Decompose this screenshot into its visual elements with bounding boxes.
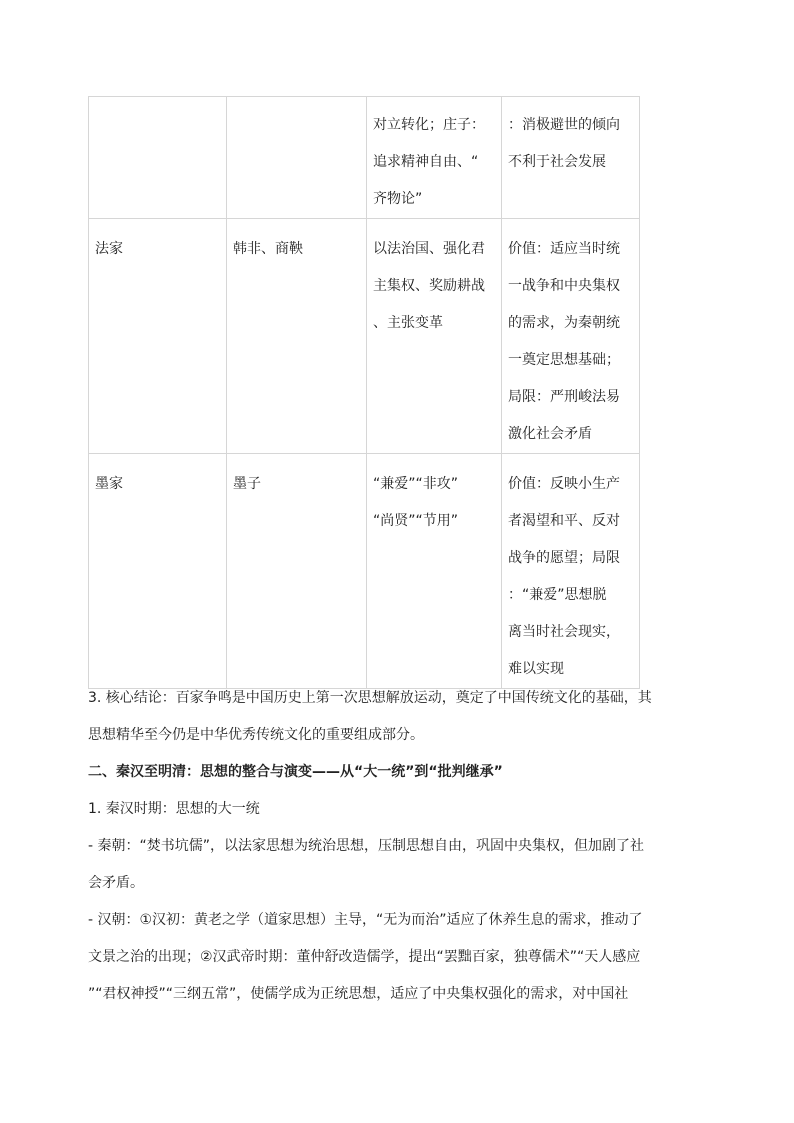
table-cell: 墨子 xyxy=(227,454,367,689)
subsection-heading: 1. 秦汉时期：思想的大一统 xyxy=(88,801,260,817)
table-cell: “兼爱”“非攻” “尚贤”“节用” xyxy=(367,454,502,689)
paragraph-line: 会矛盾。 xyxy=(88,875,144,891)
schools-of-thought-table xyxy=(88,96,640,689)
table-cell: 价值：反映小生产 者渴望和平、反对 战争的愿望；局限 ：“兼爱”思想脱 离当时社会现实， 难以实现 xyxy=(502,454,640,689)
paragraph-line: 思想精华至今仍是中华优秀传统文化的重要组成部分。 xyxy=(88,727,424,743)
paragraph-line: ”“君权神授”“三纲五常”，使儒学成为正统思想，适应了中央集权强化的需求，对中国社 xyxy=(88,986,629,1002)
table-row xyxy=(89,219,640,454)
table-cell: 墨家 xyxy=(89,454,227,689)
table-cell xyxy=(89,97,227,219)
paragraph-line: - 汉朝：①汉初：黄老之学（道家思想）主导，“无为而治”适应了休养生息的需求，推动了 xyxy=(88,912,643,928)
paragraph-line: 文景之治的出现；②汉武帝时期：董仲舒改造儒学，提出“罢黜百家，独尊儒术”“天人感应 xyxy=(88,949,641,965)
table-cell: 法家 xyxy=(89,219,227,454)
table-row xyxy=(89,97,640,219)
table-row xyxy=(89,454,640,689)
table-cell: 对立转化；庄子： 追求精神自由、“ 齐物论” xyxy=(367,97,502,219)
table-cell: 韩非、商鞅 xyxy=(227,219,367,454)
paragraph-line: - 秦朝：“焚书坑儒”，以法家思想为统治思想，压制思想自由，巩固中央集权，但加剧了社 xyxy=(88,838,645,854)
table-cell: ：消极避世的倾向 不利于社会发展 xyxy=(502,97,640,219)
table-cell: 以法治国、强化君 主集权、奖励耕战 、主张变革 xyxy=(367,219,502,454)
body-text xyxy=(88,680,708,1013)
table-cell xyxy=(227,97,367,219)
section-heading: 二、秦汉至明清：思想的整合与演变——从“大一统”到“批判继承” xyxy=(88,764,503,780)
table-cell: 价值：适应当时统 一战争和中央集权 的需求，为秦朝统 一奠定思想基础； 局限：严刑峻法易 激化社会矛盾 xyxy=(502,219,640,454)
paragraph-line: 3. 核心结论：百家争鸣是中国历史上第一次思想解放运动，奠定了中国传统文化的基础，其 xyxy=(88,690,652,706)
